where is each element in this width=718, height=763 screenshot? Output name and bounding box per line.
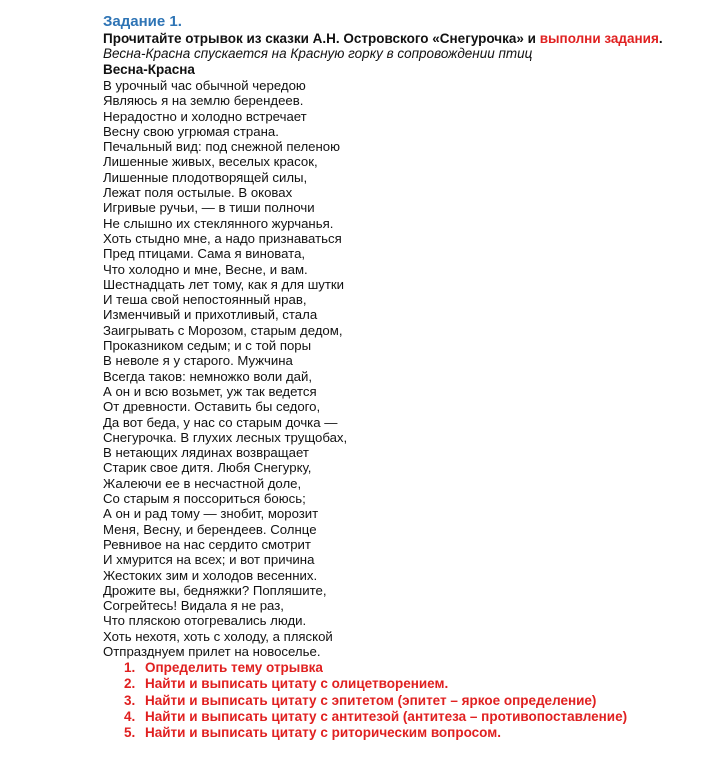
task-text: Определить тему отрывка bbox=[145, 660, 323, 675]
poem-line: Хоть нехотя, хоть с холоду, а пляской bbox=[103, 628, 333, 644]
poem-line: Старик свое дитя. Любя Снегурку, bbox=[103, 460, 312, 476]
poem-line: Нерадостно и холодно встречает bbox=[103, 108, 307, 124]
intro-text: Прочитайте отрывок из сказки А.Н. Островского «Снегурочка» и bbox=[103, 31, 540, 46]
poem-line: Лежат поля остылые. В оковах bbox=[103, 185, 293, 201]
poem-line: Снегурочка. В глухих лесных трущобах, bbox=[103, 429, 348, 445]
poem-line: Весну свою угрюмая страна. bbox=[103, 123, 279, 139]
poem-line: А он и всю возьмет, уж так ведется bbox=[103, 383, 317, 399]
poem-line: И хмурится на всех; и вот причина bbox=[103, 552, 315, 568]
task-item bbox=[124, 676, 627, 692]
task-number: 5. bbox=[124, 725, 136, 741]
poem-line: Согрейтесь! Видала я не раз, bbox=[103, 598, 284, 614]
poem-line: Да вот беда, у нас со старым дочка — bbox=[103, 414, 338, 430]
poem-line: Жалеючи ее в несчастной доле, bbox=[103, 475, 302, 491]
poem-line: Проказником седым; и с той поры bbox=[103, 338, 312, 354]
poem-line: Хоть стыдно мне, а надо признаваться bbox=[103, 230, 342, 246]
poem-line: Печальный вид: под снежной пеленою bbox=[103, 139, 340, 155]
poem-line: Что холодно и мне, Весне, и вам. bbox=[103, 261, 308, 277]
intro-end: . bbox=[658, 31, 663, 46]
task-text: Найти и выписать цитату с антитезой (антитеза – противопоставление) bbox=[145, 708, 628, 724]
poem-line: Меня, Весну, и берендеев. Солнце bbox=[103, 521, 317, 537]
task-number: 1. bbox=[124, 660, 136, 675]
poem-line: Шестнадцать лет тому, как я для шутки bbox=[103, 276, 345, 292]
task-number: 3. bbox=[124, 692, 136, 708]
poem-line: Со старым я поссориться боюсь; bbox=[103, 491, 306, 507]
task-item bbox=[124, 660, 627, 676]
poem-line: От древности. Оставить бы седого, bbox=[103, 399, 321, 415]
task-title: Задание 1. bbox=[103, 13, 182, 30]
poem-line: В неволе я у старого. Мужчина bbox=[103, 353, 293, 369]
task-item bbox=[124, 725, 627, 741]
poem-line: Жестоких зим и холодов весенних. bbox=[103, 567, 318, 583]
poem-line: Заигрывать с Морозом, старым дедом, bbox=[103, 322, 343, 338]
task-text: Найти и выписать цитату с олицетворением. bbox=[145, 676, 449, 692]
poem-line: Не слышно их стеклянного журчанья. bbox=[103, 215, 334, 231]
task-number: 4. bbox=[124, 708, 136, 724]
poem-line: И теша свой непостоянный нрав, bbox=[103, 292, 307, 308]
poem-line: Являюсь я на землю берендеев. bbox=[103, 93, 304, 109]
poem-line: Всегда таков: немножко воли дай, bbox=[103, 368, 313, 384]
intro-accent: выполни задания bbox=[539, 31, 659, 46]
task-text: Найти и выписать цитату с эпитетом (эпитет – яркое определение) bbox=[145, 692, 597, 708]
task-number: 2. bbox=[124, 676, 136, 692]
poem-line: Пред птицами. Сама я виновата, bbox=[103, 246, 306, 262]
poem-line: А он и рад тому — знобит, морозит bbox=[103, 506, 319, 522]
poem-line: Отпразднуем прилет на новоселье. bbox=[103, 643, 321, 659]
poem-line: Изменчивый и прихотливый, стала bbox=[103, 307, 318, 323]
poem-line: Дрожите вы, бедняжки? Попляшите, bbox=[103, 582, 327, 598]
stage-direction: Весна-Красна спускается на Красную горку в сопровождении птиц bbox=[103, 46, 533, 61]
poem-line: В урочный час обычной чередою bbox=[103, 78, 306, 93]
speaker-name: Весна-Красна bbox=[103, 62, 195, 77]
poem-line: Игривые ручьи, — в тиши полночи bbox=[103, 200, 315, 216]
poem-line: Ревнивое на нас сердито смотрит bbox=[103, 536, 311, 552]
poem-line: Что пляскою отогревались люди. bbox=[103, 613, 307, 629]
poem-line: В нетающих лядинах возвращает bbox=[103, 445, 309, 461]
task-item bbox=[124, 693, 627, 709]
poem-text bbox=[103, 78, 347, 659]
poem-line: Лишенные плодотворящей силы, bbox=[103, 169, 308, 185]
intro-instruction bbox=[103, 31, 663, 46]
poem-line: Лишенные живых, веселых красок, bbox=[103, 154, 318, 170]
task-item bbox=[124, 709, 627, 725]
task-text: Найти и выписать цитату с риторическим вопросом. bbox=[145, 725, 501, 741]
task-list bbox=[124, 660, 627, 741]
